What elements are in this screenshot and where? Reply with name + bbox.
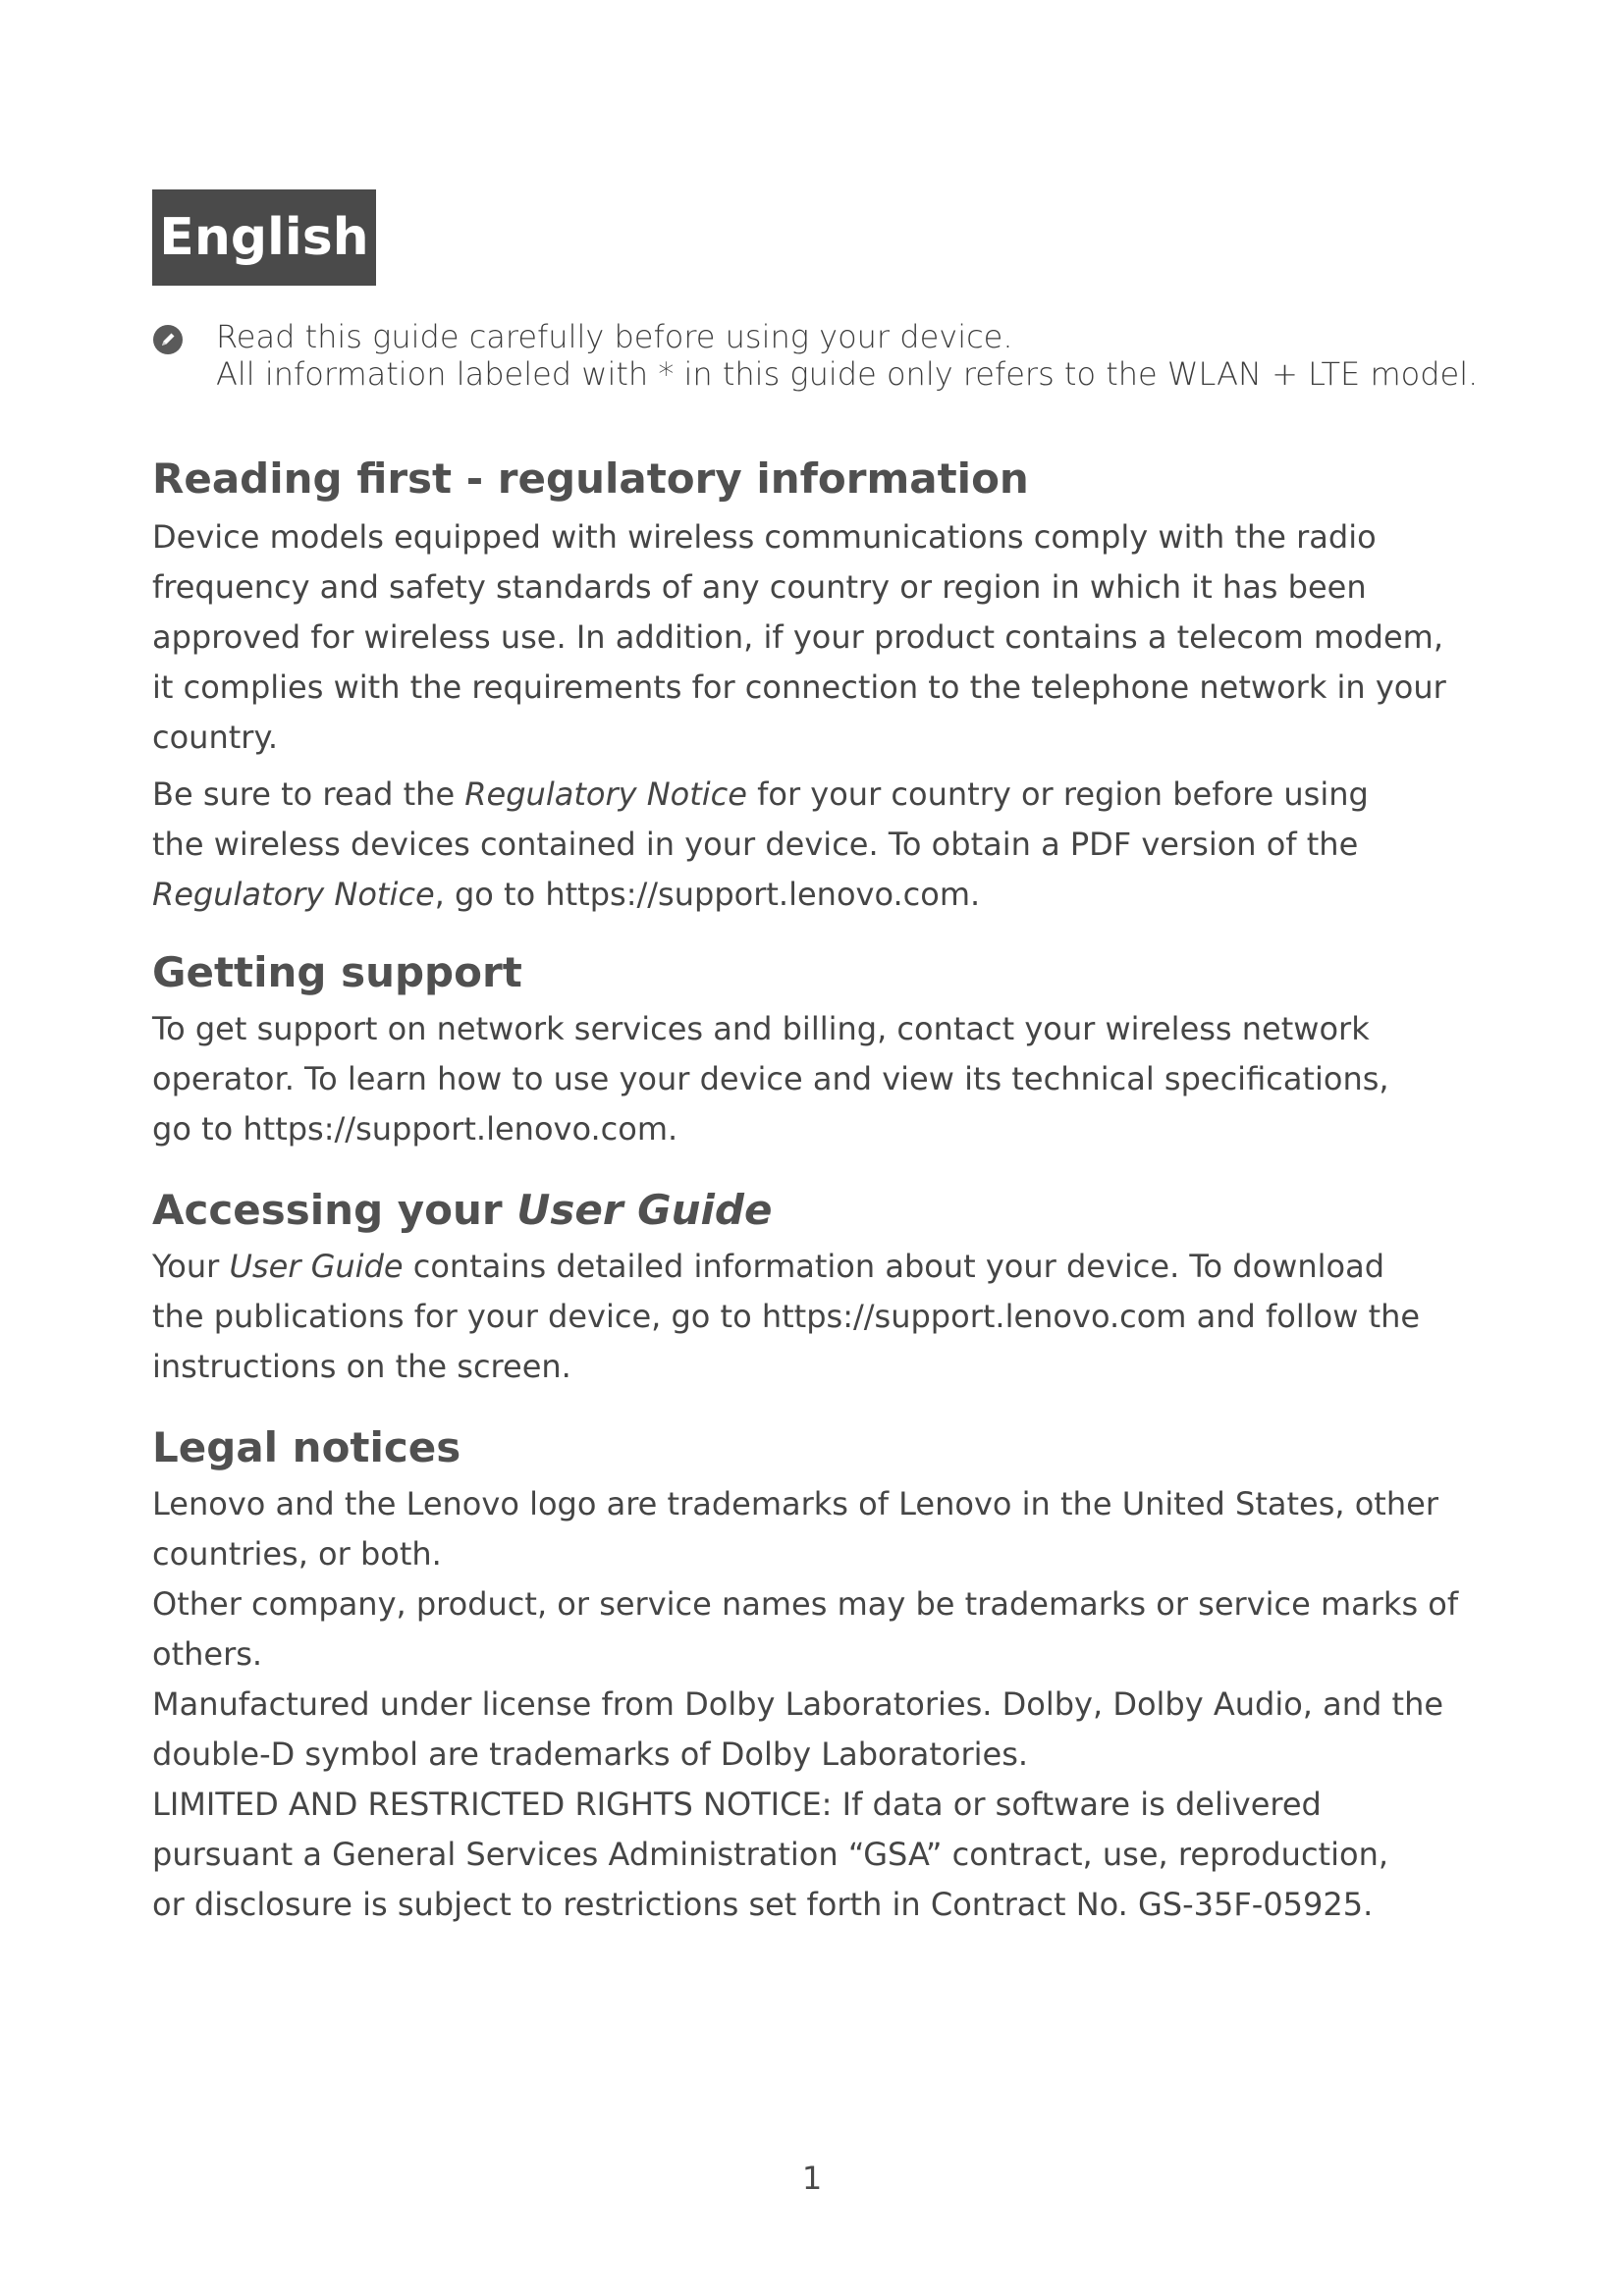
regulatory-notice-line-2: the wireless devices contained in your device. To obtain a PDF version of the [152,826,1359,863]
section-reading-first [152,454,1488,920]
legal-line: double-D symbol are trademarks of Dolby Laboratories. [152,1735,1029,1773]
legal-line: Other company, product, or service names may be trademarks or service marks of [152,1585,1459,1623]
legal-line: Manufactured under license from Dolby Laboratories. Dolby, Dolby Audio, and the [152,1685,1444,1723]
section-user-guide [152,1185,1488,1392]
user-guide-line-1: Your User Guide contains detailed information about your device. To download [152,1248,1384,1285]
legal-line: or disclosure is subject to restrictions set forth in Contract No. GS-35F-05925. [152,1886,1374,1923]
note-line-2: All information labeled with * in this guide only refers to the WLAN + LTE model. [216,355,1479,393]
legal-line: countries, or both. [152,1535,442,1573]
reading-first-line: it complies with the requirements for connection to the telephone network in your [152,668,1446,706]
reading-first-line: frequency and safety standards of any country or region in which it has been [152,568,1367,606]
note-line-1: Read this guide carefully before using your device. [216,318,1013,355]
heading-legal-notices: Legal notices [152,1423,461,1471]
user-guide-line-3: instructions on the screen. [152,1348,571,1385]
reading-first-line: country. [152,719,278,756]
legal-line: pursuant a General Services Administration “GSA” contract, use, reproduction, [152,1836,1389,1873]
page-number: 1 [801,2160,823,2197]
regulatory-notice-line-3: Regulatory Notice, go to https://support.lenovo.com. [152,876,981,913]
getting-support-line: operator. To learn how to use your device and view its technical specifications, [152,1060,1389,1097]
section-getting-support [152,947,1488,1154]
language-badge: English [152,189,376,286]
regulatory-notice-title: Regulatory Notice [464,775,747,813]
regulatory-notice-line-1: Be sure to read the Regulatory Notice for your country or region before using [152,775,1369,813]
getting-support-line: To get support on network services and billing, contact your wireless network [152,1010,1370,1047]
pencil-circle-icon [152,324,184,355]
note-block [152,318,1527,393]
section-legal-notices [152,1422,1488,1930]
reading-first-line: Device models equipped with wireless communications comply with the radio [152,518,1377,556]
heading-getting-support: Getting support [152,948,522,996]
heading-reading-first: Reading first - regulatory information [152,454,1029,503]
legal-line: Lenovo and the Lenovo logo are trademarks of Lenovo in the United States, other [152,1485,1438,1522]
reading-first-line: approved for wireless use. In addition, if your product contains a telecom modem, [152,618,1444,656]
legal-line: others. [152,1635,263,1673]
regulatory-notice-title: Regulatory Notice [152,876,435,913]
heading-user-guide: Accessing your User Guide [152,1186,773,1234]
getting-support-line: go to https://support.lenovo.com. [152,1110,678,1148]
legal-line: LIMITED AND RESTRICTED RIGHTS NOTICE: If data or software is delivered [152,1786,1322,1823]
user-guide-line-2: the publications for your device, go to https://support.lenovo.com and follow the [152,1298,1421,1335]
